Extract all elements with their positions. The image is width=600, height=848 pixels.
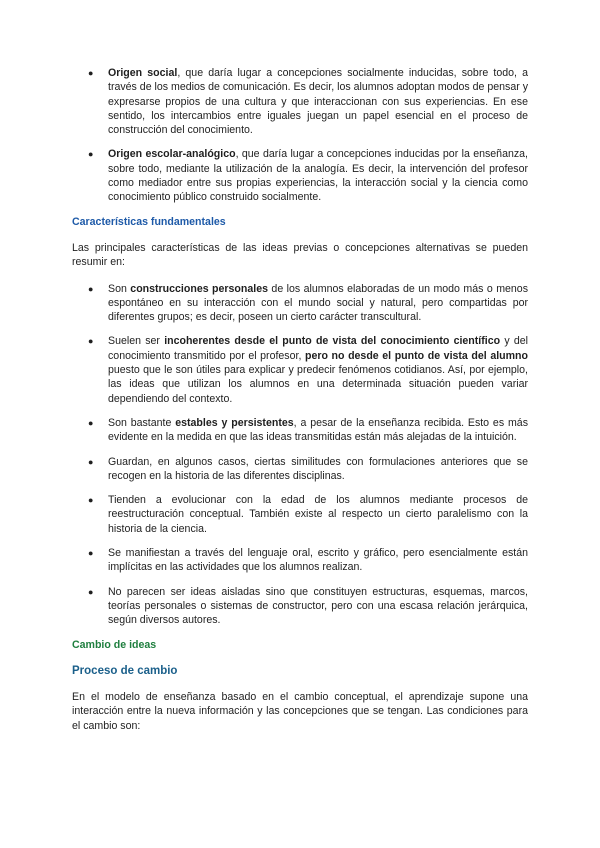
origin-list [72,66,528,205]
item-text: Guardan, en algunos casos, ciertas similitudes con formulaciones anteriores que se recogen en la historia de las diferentes disciplinas. [108,455,528,482]
bullet-icon: ● [88,586,94,597]
bold-term: incoherentes desde el punto de vista del conocimiento científico [164,335,501,348]
list-item [72,493,528,536]
characteristics-list [72,282,528,628]
item-text: , a pesar de la enseñanza recibida. Esto es más evidente en la medida en que las ideas transmitidas están más alejadas de la intuición. [108,416,528,444]
item-text: y del conocimiento transmitido por el profesor, [108,335,529,362]
section-intro: Las principales características de las ideas previas o concepciones alternativas se pueden resumir en: [72,241,528,269]
bullet-icon: ● [88,548,94,559]
item-text: Suelen ser [108,335,165,348]
item-text: Son bastante [108,416,176,429]
bullet-icon: ● [88,417,94,428]
bullet-icon: ● [88,336,94,347]
item-text: No parecen ser ideas aisladas sino que constituyen estructuras, esquemas, marcos, teorías personales o sistemas de constructor, pero con una escasa relación jerárquica, según diversos autores. [108,585,528,627]
list-item [72,66,528,137]
item-text: , que daría lugar a concepciones socialmente inducidas, sobre todo, a través de los medios de comunicación. Es decir, los alumnos adoptan modos de pensar y expresarse propios de una cultura y que interaccionan con sus experiencias. En ese sentido, los intercambios entre iguales juegan un papel esencial en el proceso de construcción del conocimiento. [108,67,528,137]
section-heading-caracteristicas: Características fundamentales [72,215,226,228]
item-text: Se manifiestan a través del lenguaje oral, escrito y gráfico, pero esencialmente están implícitas en las actividades que los alumnos realizan. [108,547,528,574]
bold-term: Origen escolar-analógico [108,148,236,161]
bullet-icon: ● [88,495,94,506]
bold-term: pero no desde el punto de vista del alumno [304,349,528,362]
bullet-icon: ● [88,283,94,294]
list-item [72,455,528,484]
list-item [72,334,528,405]
list-item [72,546,528,575]
bullet-icon: ● [88,149,94,160]
bold-term: construcciones personales [130,282,268,295]
section-heading-cambio: Cambio de ideas [72,638,157,651]
bullet-icon: ● [88,456,94,467]
list-item [72,585,528,628]
item-text: Son [108,282,131,295]
list-item [72,416,528,445]
list-item [72,147,528,204]
bold-term: Origen social [108,67,178,79]
item-text: , que daría lugar a concepciones inducidas por la enseñanza, sobre todo, mediante la utilización de la analogía. Es decir, la intervención del profesor como mediador entre sus propias experiencias, la interacción social y la ciencia como conocimiento público construido socialmente. [108,148,528,204]
item-text: Tienden a evolucionar con la edad de los alumnos mediante procesos de reestructuración conceptual. También existe al respecto un cierto paralelismo con la historia de la ciencia. [108,494,528,535]
document-page [72,66,528,745]
bullet-icon: ● [88,68,94,78]
section-heading-proceso: Proceso de cambio [72,664,178,677]
section-intro: En el modelo de enseñanza basado en el cambio conceptual, el aprendizaje supone una interacción entre la nueva información y las concepciones que se tengan. Las condiciones para el cambio son: [72,691,528,732]
item-text: de los alumnos elaboradas de un modo más o menos espontáneo en su interacción con el mundo social y natural, pero compartidas por diferentes grupos; es decir, poseen un cierto carácter transcultural. [108,282,528,324]
list-item [72,282,528,325]
item-text: puesto que le son útiles para explicar y predecir fenómenos cotidianos. Así, por ejemplo, las ideas que utilizan los alumnos en una determinada situación pueden variar dependiendo del contexto. [108,364,528,405]
bold-term: estables y persistentes [175,416,294,429]
